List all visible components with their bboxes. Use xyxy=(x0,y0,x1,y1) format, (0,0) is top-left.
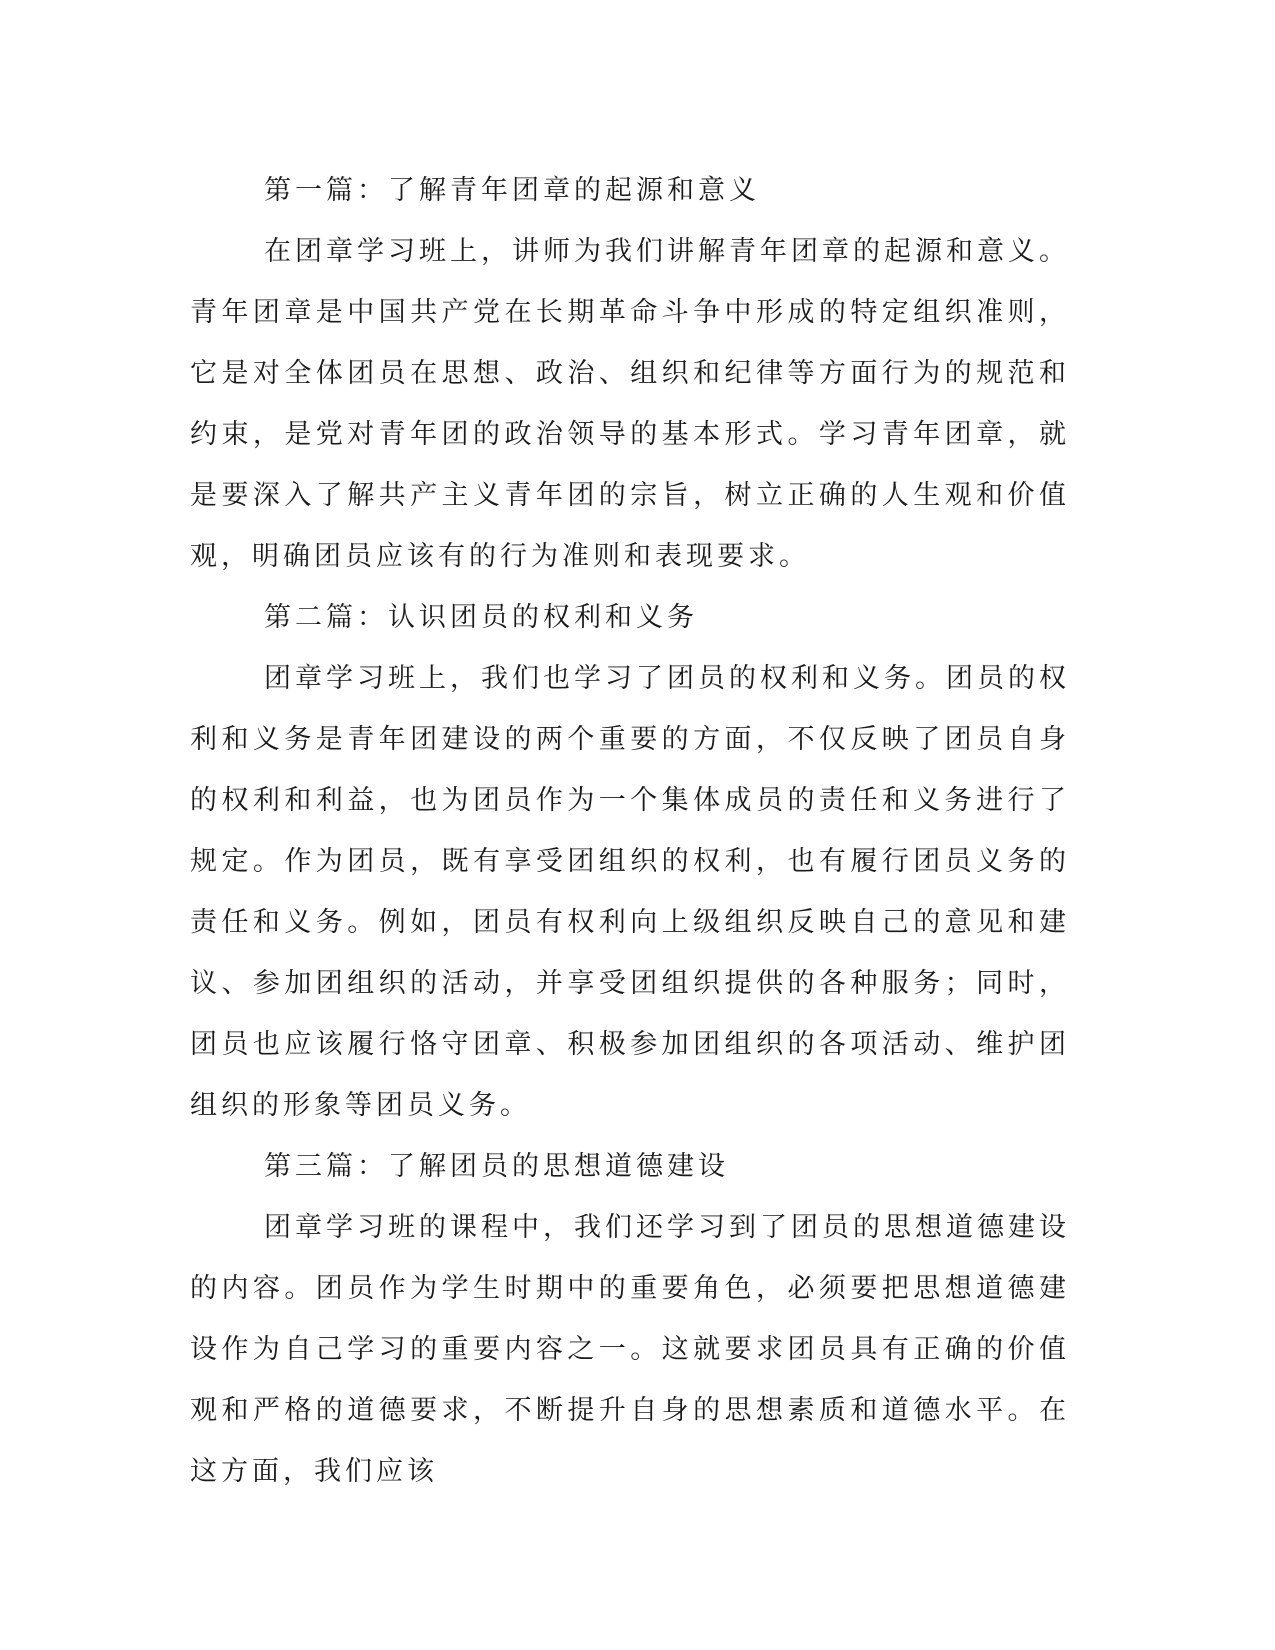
section-2-heading: 第二篇：认识团员的权利和义务 xyxy=(264,602,698,633)
document-body xyxy=(190,160,1070,1502)
section-1-paragraph: 在团章学习班上，讲师为我们讲解青年团章的起源和意义。青年团章是中国共产党在长期革命斗争中形成的特定组织准则，它是对全体团员在思想、政治、组织和纪律等方面行为的规范和约束，是党对青年团的政治领导的基本形式。学习青年团章，就是要深入了解共产主义青年团的宗旨，树立正确的人生观和价值观，明确团员应该有的行为准则和表现要求。 xyxy=(190,236,1070,572)
section-3-heading: 第三篇：了解团员的思想道德建设 xyxy=(264,1151,729,1182)
section-1-heading: 第一篇：了解青年团章的起源和意义 xyxy=(264,175,760,206)
section-3-paragraph: 团章学习班的课程中，我们还学习到了团员的思想道德建设的内容。团员作为学生时期中的重要角色，必须要把思想道德建设作为自己学习的重要内容之一。这就要求团员具有正确的价值观和严格的道德要求，不断提升自身的思想素质和道德水平。在这方面，我们应该 xyxy=(190,1212,1070,1487)
section-2-paragraph: 团章学习班上，我们也学习了团员的权利和义务。团员的权利和义务是青年团建设的两个重要的方面，不仅反映了团员自身的权利和利益，也为团员作为一个集体成员的责任和义务进行了规定。作为团员，既有享受团组织的权利，也有履行团员义务的责任和义务。例如，团员有权利向上级组织反映自己的意见和建议、参加团组织的活动，并享受团组织提供的各种服务；同时，团员也应该履行恪守团章、积极参加团组织的各项活动、维护团组织的形象等团员义务。 xyxy=(190,663,1070,1121)
